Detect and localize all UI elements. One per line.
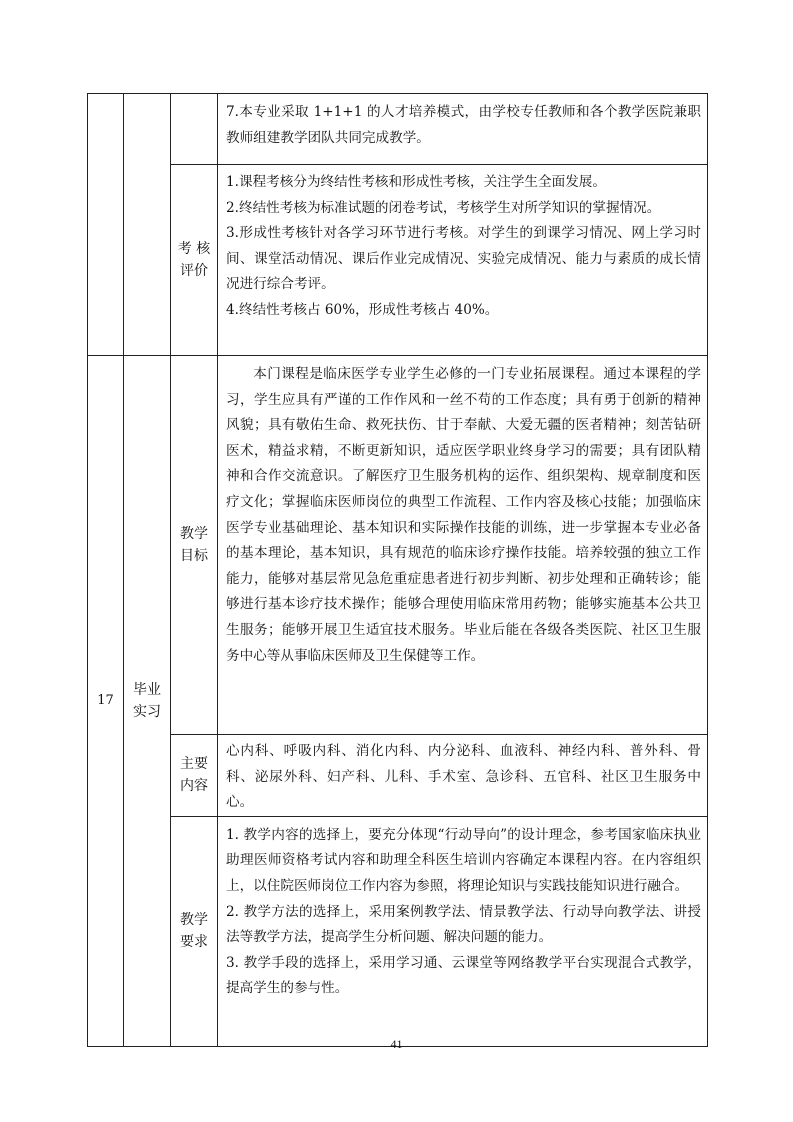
assessment-item: 4.终结性考核占 60%，形成性考核占 40%。 [226,301,499,318]
course-name: 毕业 实习 [124,356,171,1047]
goals-label: 教学 目标 [171,356,218,735]
table-row [88,356,708,735]
goals-text-cell [218,356,708,735]
goals-text: 本门课程是临床医学专业学生必修的一门专业拓展课程。通过本课程的学习，学生应具有严谨的工作作风和一丝不苟的工作态度；具有勇于创新的精神风貌；具有敬佑生命、救死扶伤、甘于奉献、大爱无疆的医者精神；刻苦钻研医术，精益求精，不断更新知识，适应医学职业终身学习的需要；具有团队精神和合作交流意识。了解医疗卫生服务机构的运作、组织架构、规章制度和医疗文化；掌握临床医师岗位的典型工作流程、工作内容及核心技能；加强临床医学专业基础理论、基本知识和实际操作技能的训练，进一步掌握本专业必备的基本理论，基本知识，具有规范的临床诊疗操作技能。培养较强的独立工作能力，能够对基层常见急危重症患者进行初步判断、初步处理和正确转诊；能够进行基本诊疗技术操作；能够合理使用临床常用药物；能够实施基本公共卫生服务；能够开展卫生适宜技术服务。毕业后能在各级各类医院、社区卫生服务中心等从事临床医师及卫生保健等工作。 [226,366,701,664]
content-text-cell [218,735,708,817]
course-number-cell [88,94,124,356]
table-row [88,816,708,1046]
content-label: 主要 内容 [171,735,218,817]
requirements-item: 2. 教学方法的选择上，采用案例教学法、情景教学法、行动导向教学法、讲授法等教学方法，提高学生分析问题、解决问题的能力。 [226,903,701,946]
text-cell [218,94,708,165]
label-cell [171,94,218,165]
assessment-item: 1.课程考核分为终结性考核和形成性考核，关注学生全面发展。 [226,174,606,190]
curriculum-table [87,93,708,1047]
assessment-label: 考 核 评价 [171,165,218,356]
assessment-text [218,165,708,356]
requirements-item: 1. 教学内容的选择上，要充分体现“行动导向”的设计理念，参考国家临床执业助理医师资格考试内容和助理全科医生培训内容确定本课程内容。在内容组织上，以住院医师岗位工作内容为参照，将理论知识与实践技能知识进行融合。 [226,826,701,894]
course-name-cell [124,94,171,356]
table-row [88,165,708,356]
requirements-text-cell [218,816,708,1046]
page-number: 41 [390,1037,403,1051]
course-number: 17 [88,356,124,1047]
requirements-item: 3. 教学手段的选择上，采用学习通、云课堂等网络教学平台实现混合式教学，提高学生的参与性。 [226,954,701,997]
table-row [88,94,708,165]
table-row [88,735,708,817]
requirements-label: 教学 要求 [171,816,218,1046]
assessment-item: 2.终结性考核为标准试题的闭卷考试，考核学生对所学知识的掌握情况。 [226,199,661,216]
content-text: 心内科、呼吸内科、消化内科、内分泌科、血液科、神经内科、普外科、骨科、泌尿外科、妇产科、儿科、手术室、急诊科、五官科、社区卫生服务中心。 [226,743,701,811]
prev-item-7: 7.本专业采取 1+1+1 的人才培养模式，由学校专任教师和各个教学医院兼职教师组建教学团队共同完成教学。 [226,104,701,146]
assessment-item: 3.形成性考核针对各学习环节进行考核。对学生的到课学习情况、网上学习时间、课堂活动情况、课后作业完成情况、实验完成情况、能力与素质的成长情况进行综合考评。 [226,225,701,293]
